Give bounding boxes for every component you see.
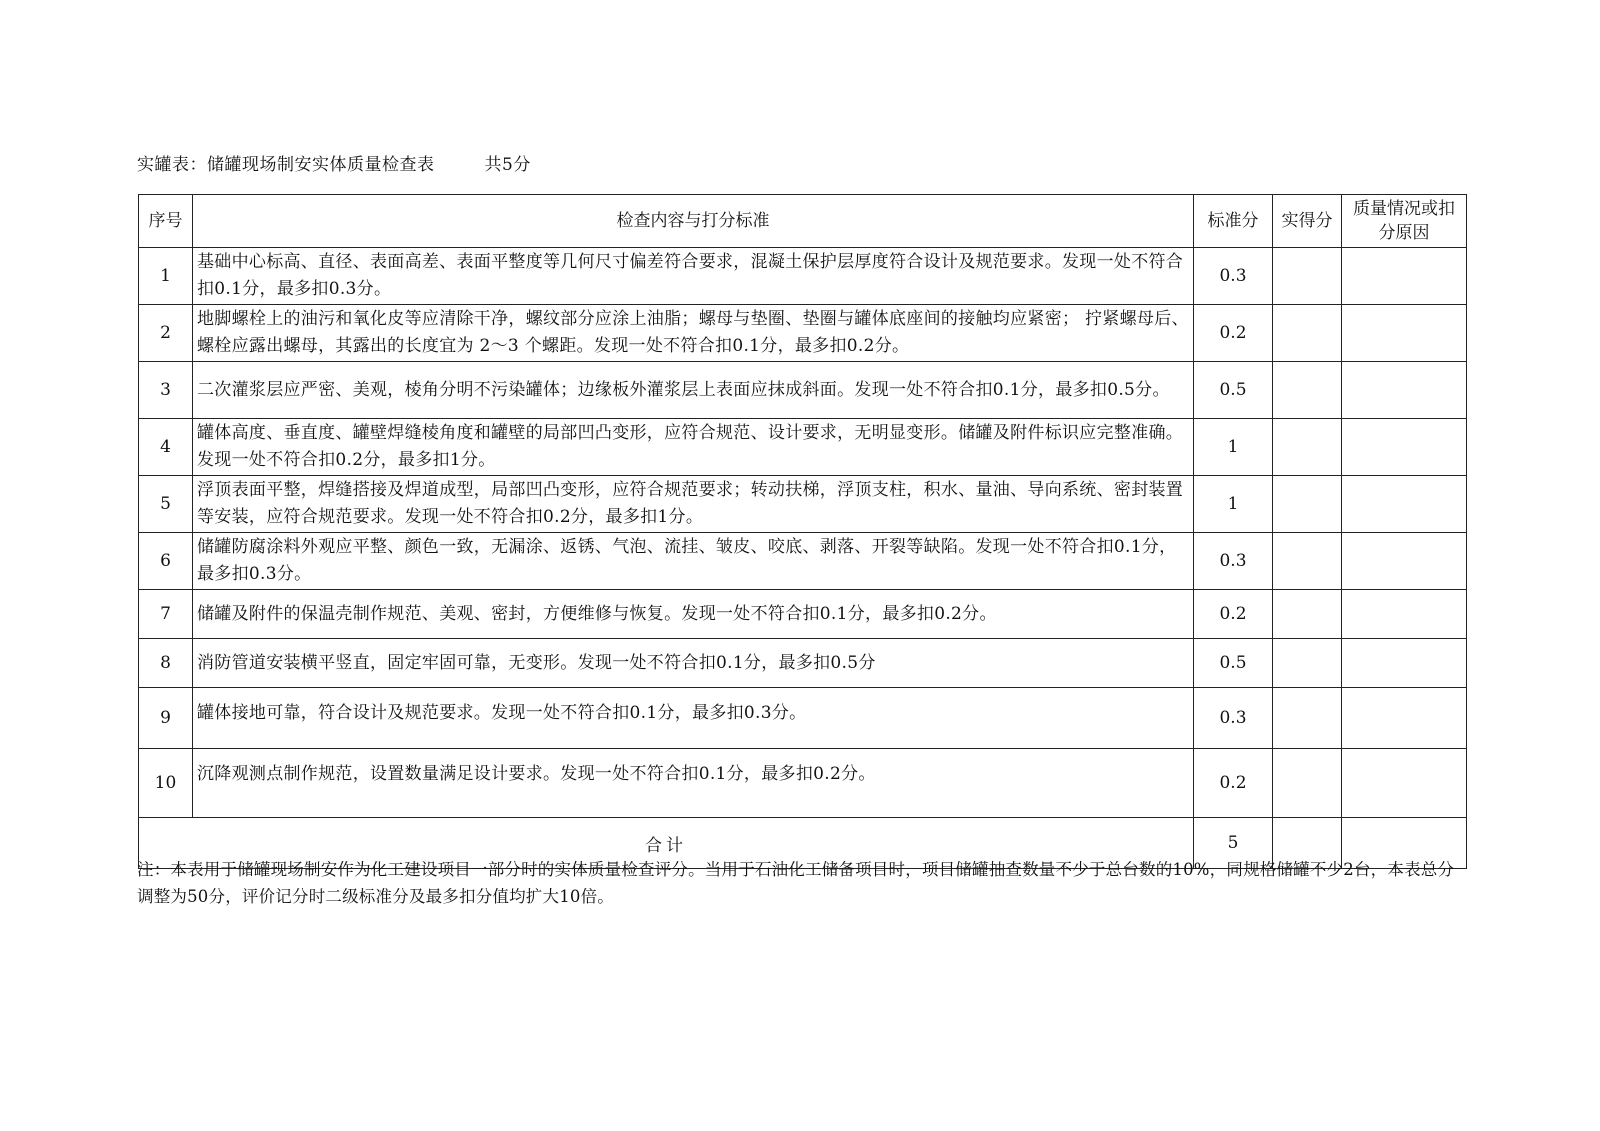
row-number: 6 <box>139 533 193 590</box>
table-row <box>139 362 1467 419</box>
header-actual-score: 实得分 <box>1273 195 1342 248</box>
row-reason-cell[interactable] <box>1342 362 1467 419</box>
title-text: 实罐表：储罐现场制安实体质量检查表 <box>137 155 435 175</box>
row-number: 4 <box>139 419 193 476</box>
row-reason-cell[interactable] <box>1342 305 1467 362</box>
table-row <box>139 749 1467 818</box>
table-row <box>139 590 1467 639</box>
table-row <box>139 639 1467 688</box>
row-content: 储罐防腐涂料外观应平整、颜色一致，无漏涂、返锈、气泡、流挂、皱皮、咬底、剥落、开裂等缺陷。发现一处不符合扣0.1分，最多扣0.3分。 <box>193 533 1194 590</box>
header-row <box>139 195 1467 248</box>
row-actual-score-cell[interactable] <box>1273 419 1342 476</box>
row-number: 9 <box>139 688 193 749</box>
row-number: 2 <box>139 305 193 362</box>
row-actual-score-cell[interactable] <box>1273 639 1342 688</box>
inspection-table <box>138 194 1467 869</box>
row-reason-cell[interactable] <box>1342 419 1467 476</box>
row-standard-score: 0.2 <box>1194 305 1273 362</box>
row-content: 二次灌浆层应严密、美观，棱角分明不污染罐体；边缘板外灌浆层上表面应抹成斜面。发现一处不符合扣0.1分，最多扣0.5分。 <box>193 362 1194 419</box>
row-reason-cell[interactable] <box>1342 248 1467 305</box>
header-seq: 序号 <box>139 195 193 248</box>
row-standard-score: 0.2 <box>1194 590 1273 639</box>
row-standard-score: 0.5 <box>1194 362 1273 419</box>
row-number: 1 <box>139 248 193 305</box>
row-actual-score-cell[interactable] <box>1273 688 1342 749</box>
row-content: 罐体高度、垂直度、罐壁焊缝棱角度和罐壁的局部凹凸变形，应符合规范、设计要求，无明显变形。储罐及附件标识应完整准确。发现一处不符合扣0.2分，最多扣1分。 <box>193 419 1194 476</box>
table-row <box>139 533 1467 590</box>
row-actual-score-cell[interactable] <box>1273 749 1342 818</box>
header-reason: 质量情况或扣分原因 <box>1342 195 1467 248</box>
row-actual-score-cell[interactable] <box>1273 248 1342 305</box>
row-standard-score: 0.5 <box>1194 639 1273 688</box>
row-content: 罐体接地可靠，符合设计及规范要求。发现一处不符合扣0.1分，最多扣0.3分。 <box>193 688 1194 749</box>
sheet-title <box>137 150 531 175</box>
row-reason-cell[interactable] <box>1342 533 1467 590</box>
row-actual-score-cell[interactable] <box>1273 533 1342 590</box>
header-standard-score: 标准分 <box>1194 195 1273 248</box>
table-row <box>139 419 1467 476</box>
table-row <box>139 476 1467 533</box>
row-reason-cell[interactable] <box>1342 590 1467 639</box>
table-row <box>139 688 1467 749</box>
summary-label: 合计 <box>139 818 1194 869</box>
row-actual-score-cell[interactable] <box>1273 362 1342 419</box>
row-content: 储罐及附件的保温壳制作规范、美观、密封，方便维修与恢复。发现一处不符合扣0.1分，最多扣0.2分。 <box>193 590 1194 639</box>
row-content: 基础中心标高、直径、表面高差、表面平整度等几何尺寸偏差符合要求，混凝土保护层厚度符合设计及规范要求。发现一处不符合扣0.1分，最多扣0.3分。 <box>193 248 1194 305</box>
row-standard-score: 1 <box>1194 419 1273 476</box>
row-content: 浮顶表面平整，焊缝搭接及焊道成型，局部凹凸变形，应符合规范要求；转动扶梯，浮顶支柱，积水、量油、导向系统、密封装置等安装，应符合规范要求。发现一处不符合扣0.2分，最多扣1分。 <box>193 476 1194 533</box>
summary-standard-score: 5 <box>1194 818 1273 869</box>
row-number: 8 <box>139 639 193 688</box>
row-content: 消防管道安装横平竖直，固定牢固可靠，无变形。发现一处不符合扣0.1分，最多扣0.5分 <box>193 639 1194 688</box>
row-standard-score: 0.3 <box>1194 248 1273 305</box>
row-standard-score: 1 <box>1194 476 1273 533</box>
row-actual-score-cell[interactable] <box>1273 476 1342 533</box>
row-reason-cell[interactable] <box>1342 688 1467 749</box>
total-points: 共5分 <box>484 155 531 175</box>
row-standard-score: 0.2 <box>1194 749 1273 818</box>
row-actual-score-cell[interactable] <box>1273 590 1342 639</box>
row-actual-score-cell[interactable] <box>1273 305 1342 362</box>
row-reason-cell[interactable] <box>1342 639 1467 688</box>
header-content: 检查内容与打分标准 <box>193 195 1194 248</box>
row-number: 7 <box>139 590 193 639</box>
row-content: 沉降观测点制作规范，设置数量满足设计要求。发现一处不符合扣0.1分，最多扣0.2分。 <box>193 749 1194 818</box>
row-number: 10 <box>139 749 193 818</box>
table-row <box>139 248 1467 305</box>
row-standard-score: 0.3 <box>1194 533 1273 590</box>
table-row <box>139 305 1467 362</box>
row-content: 地脚螺栓上的油污和氧化皮等应清除干净，螺纹部分应涂上油脂；螺母与垫圈、垫圈与罐体底座间的接触均应紧密； 拧紧螺母后、螺栓应露出螺母，其露出的长度宜为 2～3 个螺距。发现一处不符合扣0.1分，最多扣0.2分。 <box>193 305 1194 362</box>
row-number: 3 <box>139 362 193 419</box>
row-number: 5 <box>139 476 193 533</box>
row-reason-cell[interactable] <box>1342 476 1467 533</box>
row-standard-score: 0.3 <box>1194 688 1273 749</box>
row-reason-cell[interactable] <box>1342 749 1467 818</box>
footnote: 注：本表用于储罐现场制安作为化工建设项目一部分时的实体质量检查评分。当用于石油化工储备项目时，项目储罐抽查数量不少于总台数的10%，同规格储罐不少2台，本表总分调整为50分，评价记分时二级标准分及最多扣分值均扩大10倍。 <box>137 860 1455 906</box>
